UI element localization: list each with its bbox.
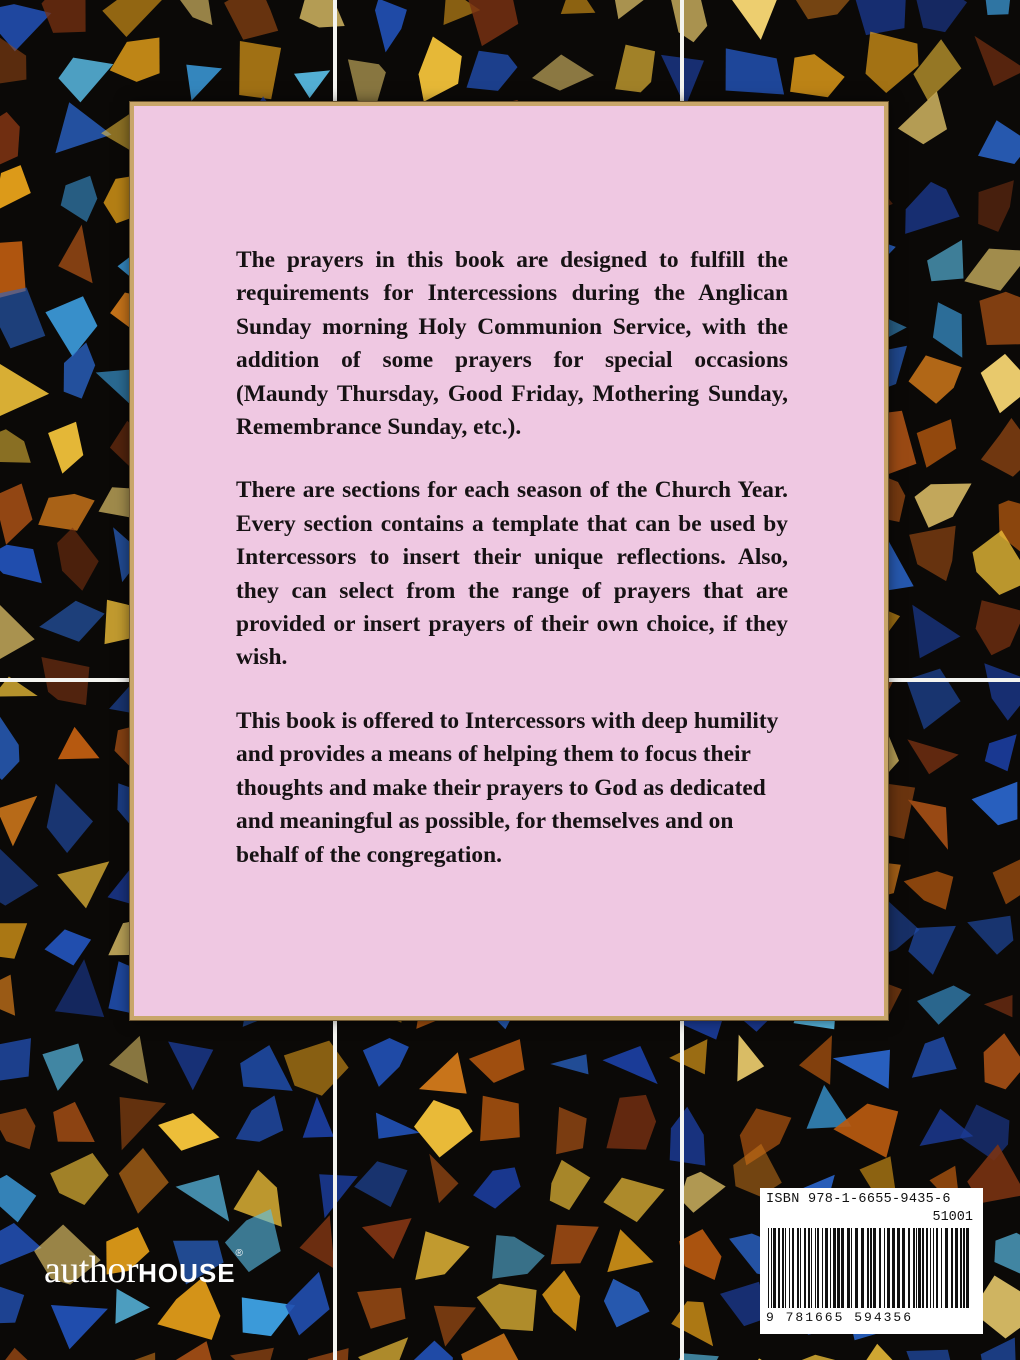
barcode-bar — [897, 1228, 900, 1308]
glass-piece — [0, 1038, 31, 1081]
barcode-bar — [941, 1228, 942, 1308]
isbn-text: ISBN 978-1-6655-9435-6 — [766, 1192, 951, 1207]
barcode-bar — [963, 1228, 965, 1308]
barcode-bar — [966, 1228, 969, 1308]
barcode-bar — [804, 1228, 806, 1308]
glass-piece — [906, 1350, 954, 1360]
barcode-bar — [800, 1228, 801, 1308]
barcode-bar — [955, 1228, 958, 1308]
barcode-bar — [768, 1228, 769, 1308]
isbn-barcode — [760, 1188, 983, 1334]
barcode-bar — [861, 1228, 864, 1308]
barcode-bar — [851, 1228, 852, 1308]
barcode-bar — [916, 1228, 917, 1308]
barcode-bar — [778, 1228, 780, 1308]
barcode-bar — [841, 1228, 844, 1308]
barcode-bar — [945, 1228, 948, 1308]
blurb-text — [236, 244, 788, 902]
publisher-logo — [44, 1248, 243, 1292]
barcode-bar — [926, 1228, 928, 1308]
barcode-bar — [817, 1228, 819, 1308]
barcode-bar — [922, 1228, 924, 1308]
barcode-bars — [766, 1228, 976, 1308]
barcode-bar — [771, 1228, 772, 1308]
barcode-bar — [792, 1228, 794, 1308]
barcode-bar — [884, 1228, 885, 1308]
barcode-bar — [830, 1228, 831, 1308]
barcode-bar — [782, 1228, 784, 1308]
barcode-bar — [913, 1228, 915, 1308]
barcode-bar — [797, 1228, 799, 1308]
barcode-bar — [918, 1228, 921, 1308]
registered-mark: ® — [235, 1248, 243, 1259]
blurb-paragraph-3: This book is offered to Intercessors with deep humility and provides a means of helping them to focus their thoughts and make their prayers to God as dedicated and meaningful as possible, for themselves and on behalf of the congregation. — [236, 707, 779, 868]
publisher-logo-author: author — [44, 1249, 139, 1291]
barcode-bar — [867, 1228, 869, 1308]
publisher-logo-house: HOUSE — [138, 1258, 236, 1288]
barcode-bar — [951, 1228, 953, 1308]
barcode-bar — [833, 1228, 836, 1308]
barcode-bar — [855, 1228, 858, 1308]
ean-digits: 9 781665 594356 — [766, 1310, 914, 1325]
barcode-bar — [960, 1228, 962, 1308]
barcode-bar — [887, 1228, 890, 1308]
glass-piece — [979, 292, 1020, 345]
barcode-bar — [789, 1228, 790, 1308]
barcode-bar — [785, 1228, 786, 1308]
barcode-bar — [908, 1228, 910, 1308]
blurb-paragraph-1: The prayers in this book are designed to fulfill the requirements for Intercessions during the Anglican Sunday morning Holy Communion Service, with the addition of some prayers for special occasions (Maundy Thursday, Good Friday, Mothering Sunday, Remembrance Sunday, etc.). — [236, 247, 788, 441]
glass-piece — [480, 1096, 520, 1141]
barcode-bar — [815, 1228, 816, 1308]
barcode-bar — [933, 1228, 934, 1308]
barcode-bar — [892, 1228, 895, 1308]
barcode-bar — [902, 1228, 905, 1308]
blurb-paragraph-2: There are sections for each season of the Church Year. Every section contains a template that can be used by Intercessors to insert their unique reflections. Also, they can select from the range of prayers that are provided or insert prayers of their own choice, if they wish. — [236, 477, 788, 671]
barcode-bar — [873, 1228, 876, 1308]
barcode-bar — [811, 1228, 812, 1308]
barcode-bar — [936, 1228, 938, 1308]
blurb-panel — [130, 102, 888, 1020]
price-code: 51001 — [932, 1210, 973, 1225]
barcode-bar — [837, 1228, 840, 1308]
barcode-bar — [930, 1228, 931, 1308]
barcode-bar — [825, 1228, 828, 1308]
barcode-bar — [808, 1228, 810, 1308]
barcode-bar — [822, 1228, 823, 1308]
barcode-bar — [879, 1228, 881, 1308]
barcode-bar — [870, 1228, 872, 1308]
barcode-bar — [773, 1228, 776, 1308]
barcode-bar — [847, 1228, 850, 1308]
